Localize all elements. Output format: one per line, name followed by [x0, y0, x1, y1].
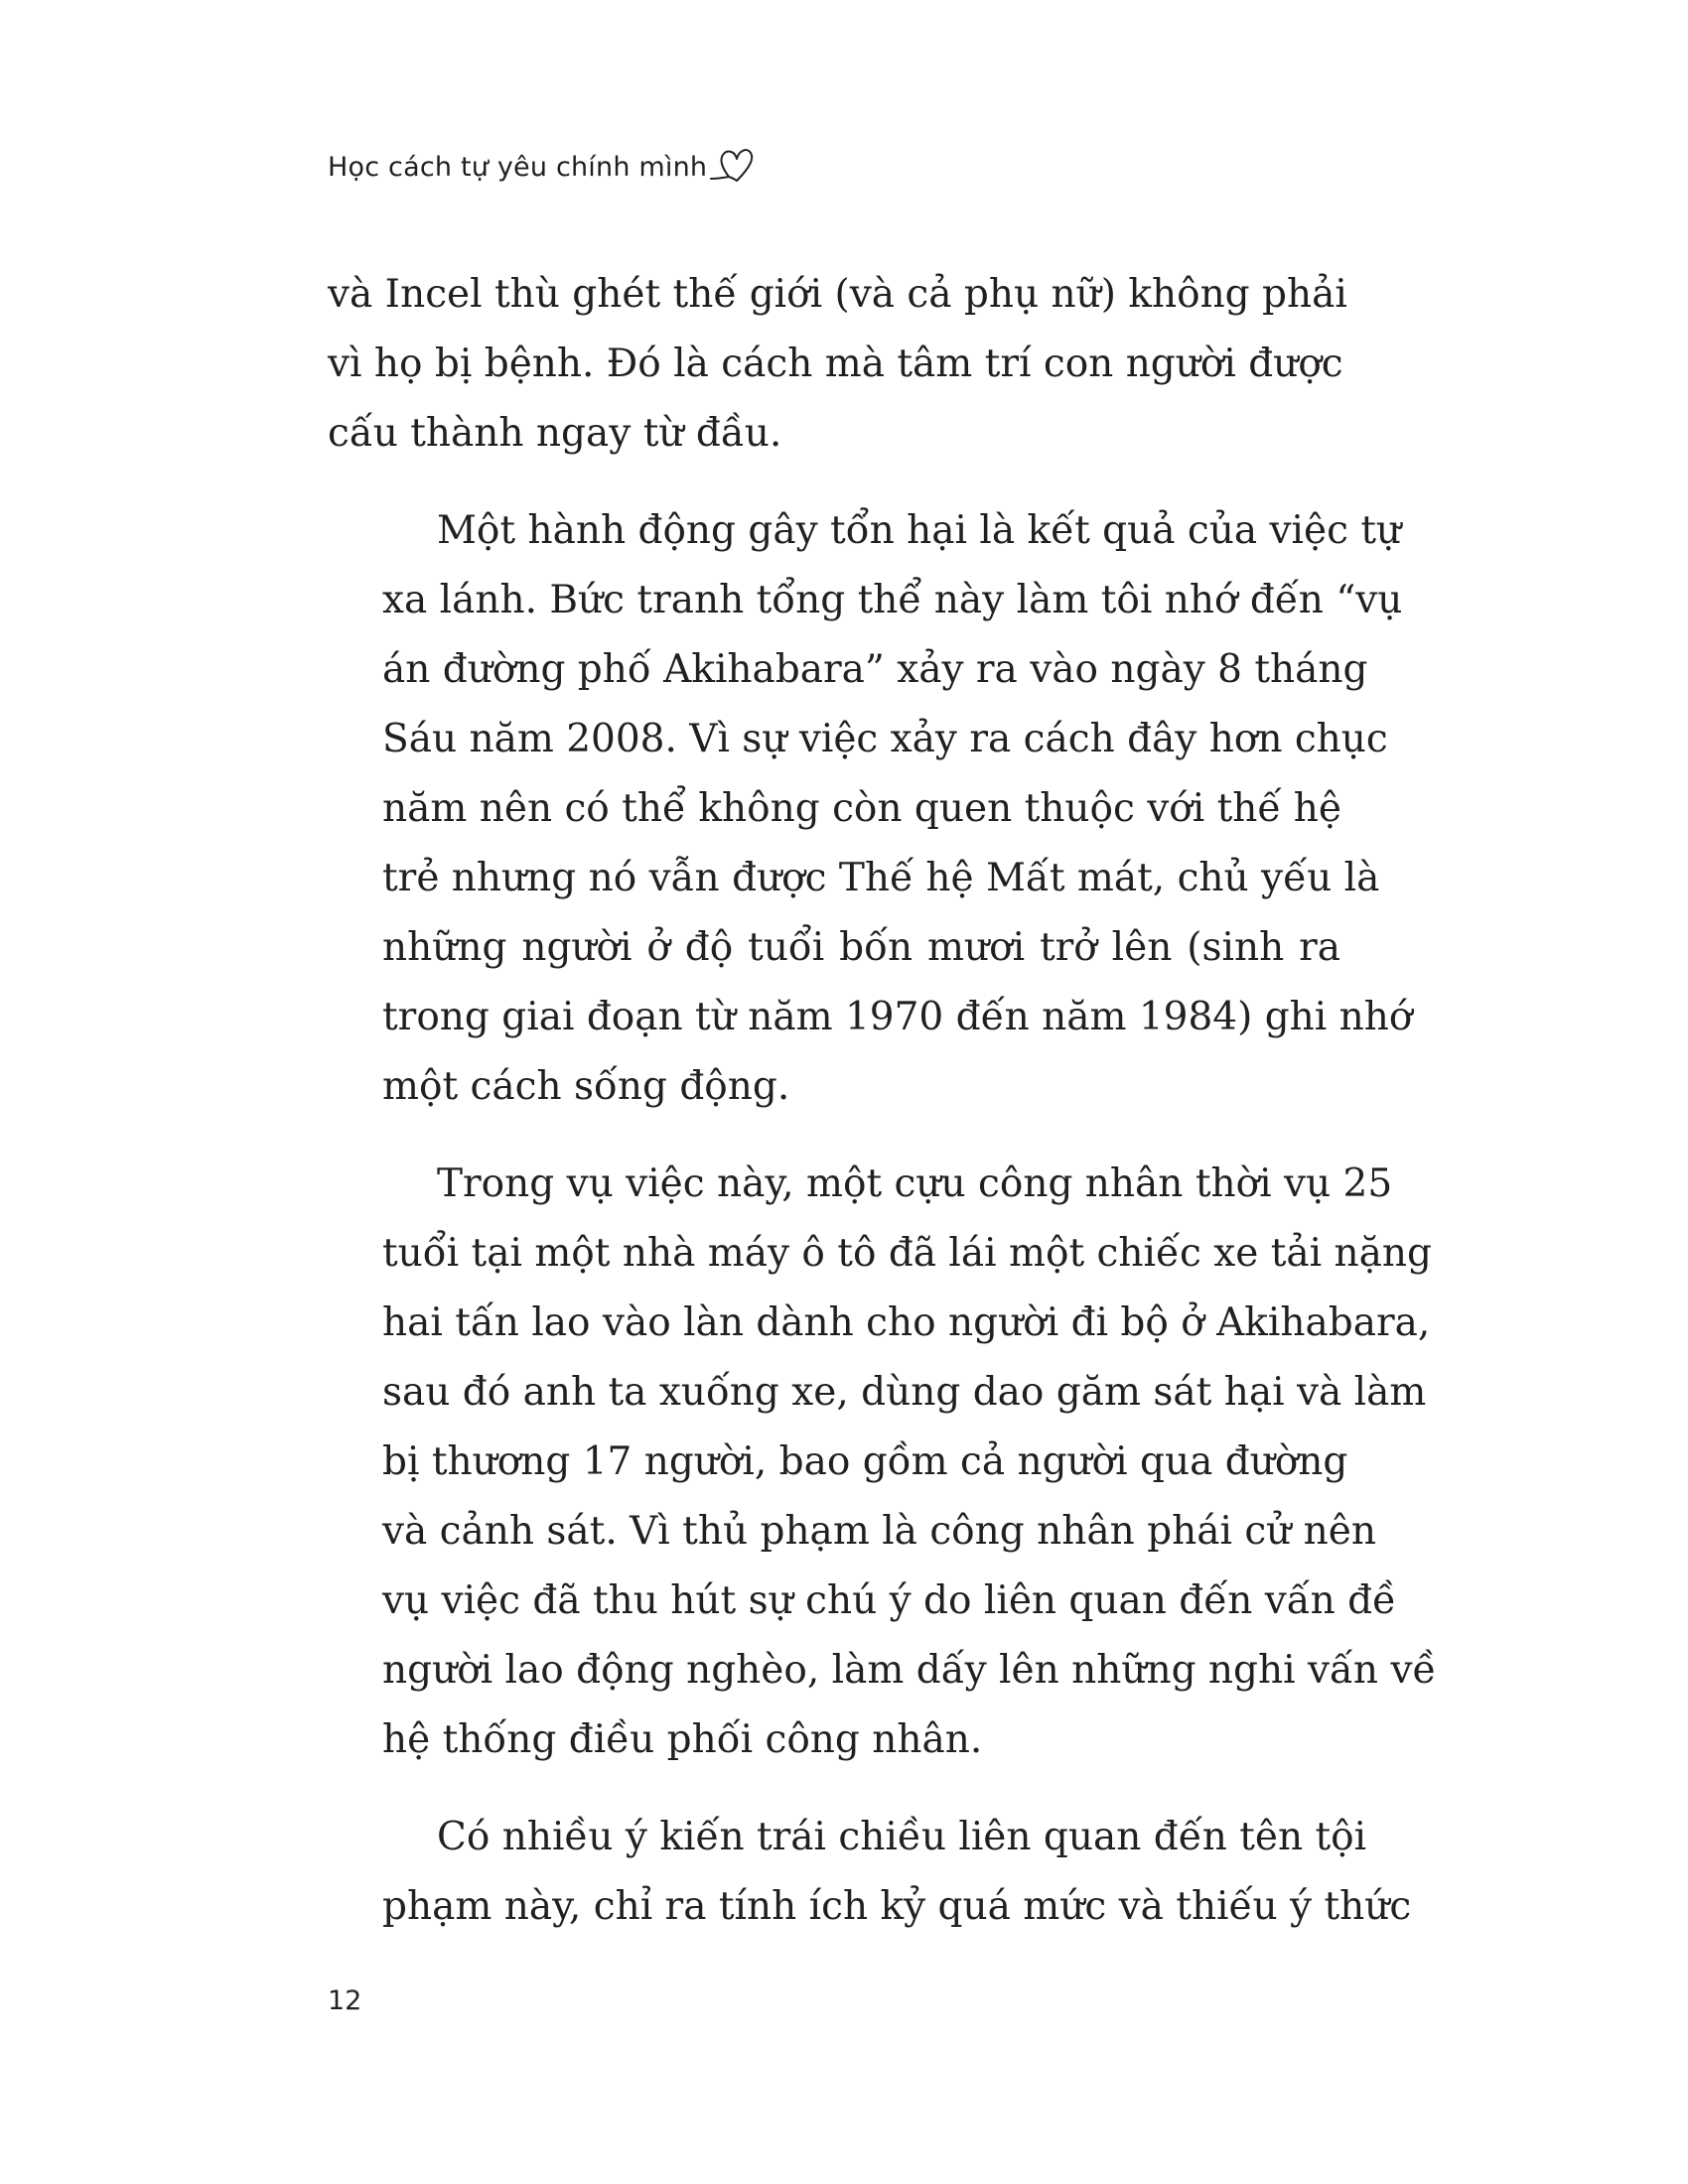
- text-line: tuổi tại một nhà máy ô tô đã lái một chiếc xe tải nặng: [382, 1231, 1432, 1276]
- text-line: sau đó anh ta xuống xe, dùng dao găm sát hại và làm: [382, 1370, 1427, 1415]
- text-line: phạm này, chỉ ra tính ích kỷ quá mức và thiếu ý thức: [382, 1884, 1412, 1929]
- text-line: hệ thống điều phối công nhân.: [382, 1717, 983, 1762]
- text-line: vụ việc đã thu hút sự chú ý do liên quan đến vấn đề: [382, 1578, 1397, 1623]
- text-line: những người ở độ tuổi bốn mươi trở lên (sinh ra: [382, 925, 1340, 970]
- heart-outline-icon: [709, 145, 763, 189]
- page-number: 12: [328, 1985, 362, 2016]
- text-line: Trong vụ việc này, một cựu công nhân thời vụ 25: [437, 1161, 1393, 1206]
- paragraph-3: [328, 1150, 1437, 1775]
- text-line: xa lánh. Bức tranh tổng thể này làm tôi nhớ đến “vụ: [382, 578, 1403, 622]
- text-line: vì họ bị bệnh. Đó là cách mà tâm trí con người được: [328, 341, 1343, 386]
- text-line: và cảnh sát. Vì thủ phạm là công nhân phái cử nên: [382, 1509, 1376, 1554]
- text-line: hai tấn lao vào làn dành cho người đi bộ ở Akihabara,: [382, 1300, 1431, 1345]
- text-line: trong giai đoạn từ năm 1970 đến năm 1984) ghi nhớ: [382, 995, 1413, 1039]
- text-line: Một hành động gây tổn hại là kết quả của việc tự: [437, 508, 1402, 553]
- text-line: án đường phố Akihabara” xảy ra vào ngày 8 tháng: [382, 647, 1368, 692]
- paragraph-4: [328, 1803, 1412, 1942]
- body-text: [328, 260, 1437, 1970]
- text-line: cấu thành ngay từ đầu.: [328, 411, 782, 456]
- running-title: Học cách tự yêu chính mình: [328, 152, 708, 183]
- text-line: Sáu năm 2008. Vì sự việc xảy ra cách đây hơn chục: [382, 717, 1388, 761]
- paragraph-1: [328, 260, 1347, 469]
- text-line: Có nhiều ý kiến trái chiều liên quan đến tên tội: [437, 1815, 1367, 1859]
- text-line: trẻ nhưng nó vẫn được Thế hệ Mất mát, chủ yếu là: [382, 856, 1380, 900]
- paragraph-2: [328, 496, 1413, 1122]
- text-line: năm nên có thể không còn quen thuộc với thế hệ: [382, 786, 1341, 831]
- running-header: [328, 139, 763, 183]
- text-line: người lao động nghèo, làm dấy lên những nghi vấn về: [382, 1648, 1437, 1693]
- text-line: bị thương 17 người, bao gồm cả người qua đường: [382, 1439, 1348, 1484]
- text-line: và Incel thù ghét thế giới (và cả phụ nữ) không phải: [328, 272, 1347, 317]
- text-line: một cách sống động.: [382, 1064, 790, 1109]
